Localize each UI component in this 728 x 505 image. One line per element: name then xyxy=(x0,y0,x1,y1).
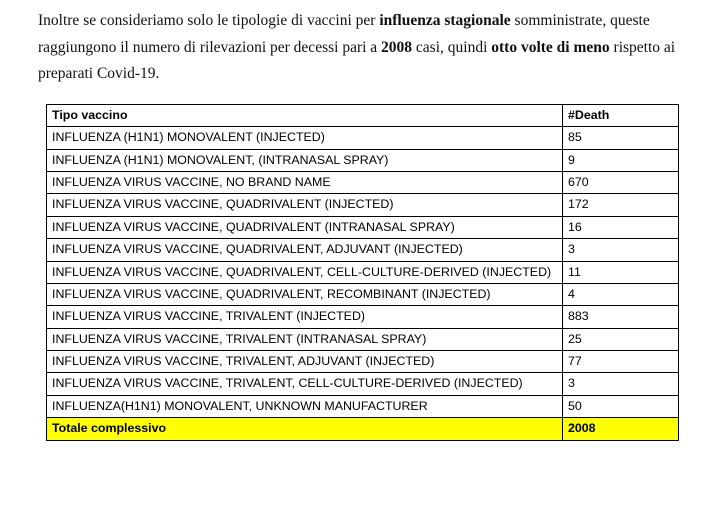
intro-text-part-1: Inoltre se consideriamo solo le tipologie di vaccini per xyxy=(38,12,380,29)
cell-deaths: 25 xyxy=(563,328,679,350)
table-row xyxy=(47,373,679,395)
cell-vaccine-type: INFLUENZA VIRUS VACCINE, QUADRIVALENT (INTRANASAL SPRAY) xyxy=(47,216,563,238)
cell-vaccine-type: INFLUENZA VIRUS VACCINE, QUADRIVALENT, ADJUVANT (INJECTED) xyxy=(47,239,563,261)
table-row xyxy=(47,194,679,216)
table-row xyxy=(47,306,679,328)
cell-vaccine-type: INFLUENZA VIRUS VACCINE, TRIVALENT (INJECTED) xyxy=(47,306,563,328)
table-row xyxy=(47,328,679,350)
cell-vaccine-type: INFLUENZA VIRUS VACCINE, QUADRIVALENT, CELL-CULTURE-DERIVED (INJECTED) xyxy=(47,261,563,283)
vaccine-death-table xyxy=(46,104,679,441)
cell-vaccine-type: INFLUENZA VIRUS VACCINE, TRIVALENT (INTRANASAL SPRAY) xyxy=(47,328,563,350)
table-row xyxy=(47,351,679,373)
intro-text-part-4: rispetto ai preparati Covid-19. xyxy=(38,38,676,83)
cell-deaths: 85 xyxy=(563,127,679,149)
table-body xyxy=(47,127,679,440)
table-row xyxy=(47,239,679,261)
cell-deaths: 3 xyxy=(563,373,679,395)
cell-deaths: 172 xyxy=(563,194,679,216)
cell-deaths: 4 xyxy=(563,283,679,305)
cell-vaccine-type: INFLUENZA VIRUS VACCINE, TRIVALENT, CELL-CULTURE-DERIVED (INJECTED) xyxy=(47,373,563,395)
cell-vaccine-type: INFLUENZA (H1N1) MONOVALENT, (INTRANASAL SPRAY) xyxy=(47,149,563,171)
intro-paragraph xyxy=(0,0,728,88)
table-total-row xyxy=(47,418,679,440)
cell-vaccine-type: INFLUENZA VIRUS VACCINE, QUADRIVALENT, RECOMBINANT (INJECTED) xyxy=(47,283,563,305)
cell-vaccine-type: INFLUENZA (H1N1) MONOVALENT (INJECTED) xyxy=(47,127,563,149)
cell-deaths: 16 xyxy=(563,216,679,238)
cell-deaths: 883 xyxy=(563,306,679,328)
column-header-vaccine-type: Tipo vaccino xyxy=(47,104,563,126)
table-row xyxy=(47,395,679,417)
vaccine-table-container xyxy=(46,104,678,441)
cell-vaccine-type: INFLUENZA(H1N1) MONOVALENT, UNKNOWN MANUFACTURER xyxy=(47,395,563,417)
table-row xyxy=(47,127,679,149)
intro-text-part-3: casi, quindi xyxy=(412,38,492,56)
table-row xyxy=(47,149,679,171)
table-row xyxy=(47,216,679,238)
intro-bold-otto-volte-di-meno: otto volte di meno xyxy=(491,38,610,56)
cell-vaccine-type: INFLUENZA VIRUS VACCINE, NO BRAND NAME xyxy=(47,172,563,194)
cell-vaccine-type: INFLUENZA VIRUS VACCINE, QUADRIVALENT (INJECTED) xyxy=(47,194,563,216)
cell-deaths: 670 xyxy=(563,172,679,194)
cell-deaths: 9 xyxy=(563,149,679,171)
cell-deaths: 11 xyxy=(563,261,679,283)
intro-text-part-2: somministrate, queste raggiungono il numero di rilevazioni per decessi pari a xyxy=(38,12,650,56)
intro-bold-influenza-stagionale: influenza stagionale xyxy=(379,12,511,29)
cell-vaccine-type: INFLUENZA VIRUS VACCINE, TRIVALENT, ADJUVANT (INJECTED) xyxy=(47,351,563,373)
cell-deaths: 50 xyxy=(563,395,679,417)
cell-total-deaths: 2008 xyxy=(563,418,679,440)
cell-total-label: Totale complessivo xyxy=(47,418,563,440)
intro-bold-2008: 2008 xyxy=(381,38,413,56)
column-header-deaths: #Death xyxy=(563,104,679,126)
cell-deaths: 77 xyxy=(563,351,679,373)
table-row xyxy=(47,261,679,283)
table-header-row xyxy=(47,104,679,126)
table-row xyxy=(47,172,679,194)
cell-deaths: 3 xyxy=(563,239,679,261)
table-row xyxy=(47,283,679,305)
